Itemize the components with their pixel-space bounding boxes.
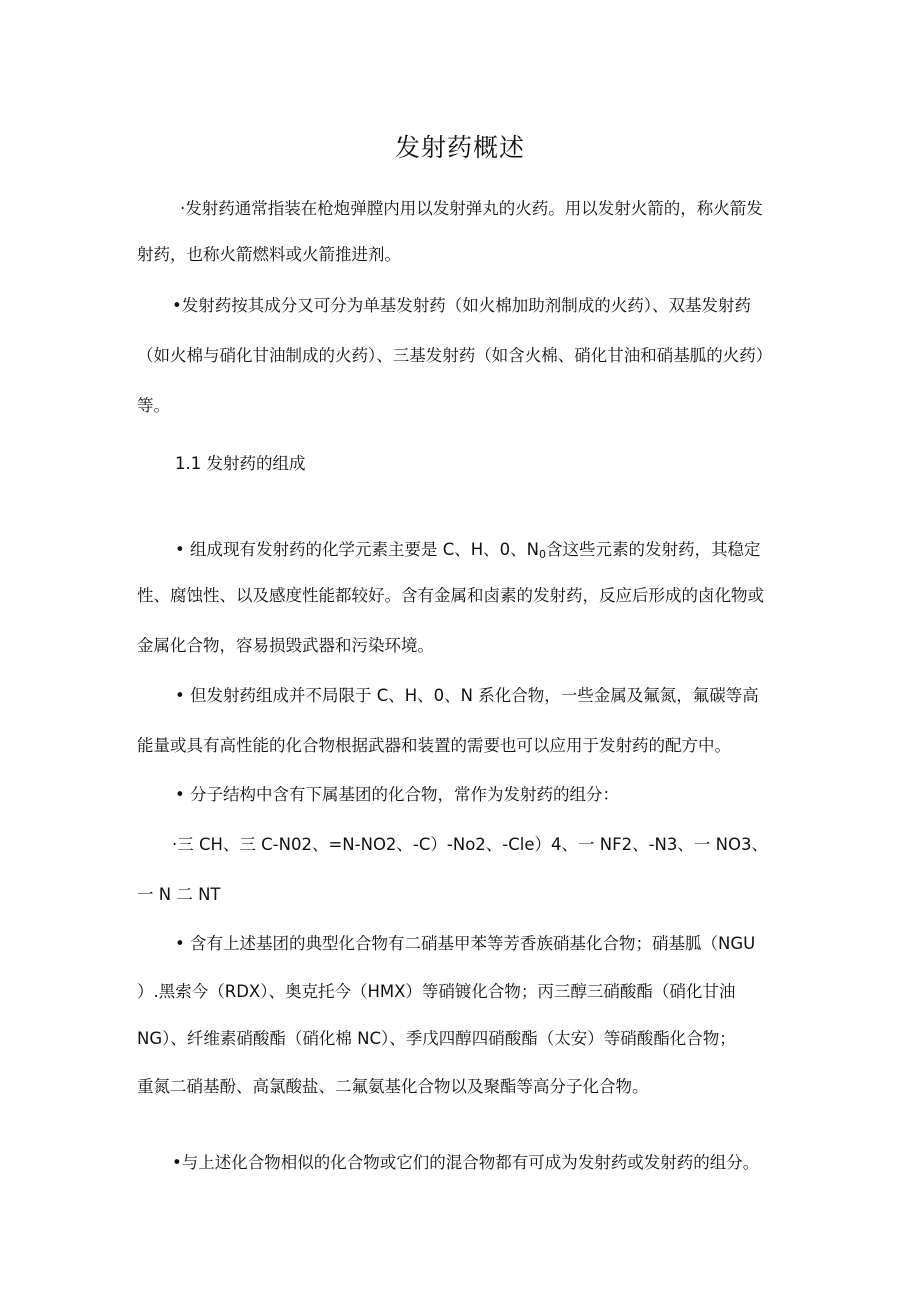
paragraph-line: 性、腐蚀性、以及感度性能都较好。含有金属和卤素的发射药，反应后形成的卤化物或	[137, 586, 764, 605]
paragraph-line: NG）、纤维素硝酸酯（硝化棉 NC）、季戊四醇四硝酸酯（太安）等硝酸酯化合物；	[137, 1029, 736, 1048]
paragraph-line: 重氮二硝基酚、高氯酸盐、二氟氨基化合物以及聚酯等高分子化合物。	[137, 1077, 649, 1096]
section-heading: 1.1 发射药的组成	[175, 454, 306, 473]
text-run: 含这些元素的发射药，其稳定	[546, 540, 761, 559]
text-run: • 组成现有发射药的化学元素主要是 C、H、0、N	[175, 540, 539, 559]
paragraph-7: •与上述化合物相似的化合物或它们的混合物都有可成为发射药或发射药的组分。	[172, 1153, 760, 1172]
subscript: 0	[539, 548, 546, 561]
paragraph-line: 等。	[137, 396, 170, 415]
paragraph-line: ）.黑索今（RDX）、奥克托今（HMX）等硝镀化合物；丙三醇三硝酸酯（硝化甘油	[137, 982, 736, 1001]
formula-line: 一 N 二 NT	[137, 885, 221, 904]
paragraph-5: • 分子结构中含有下属基团的化合物，常作为发射药的组分：	[175, 785, 619, 804]
paragraph-line: •发射药按其成分又可分为单基发射药（如火棉加助剂制成的火药）、双基发射药	[172, 296, 751, 315]
paragraph-line: • 但发射药组成并不局限于 C、H、0、N 系化合物，一些金属及氟氮，氟碳等高	[175, 686, 759, 705]
formula-line: ·三 CH、三 C-N02、=N-NO2、-C）-No2、-Cle）4、一 NF2、-N3、一 NO3、	[172, 835, 768, 854]
page-title: 发射药概述	[394, 133, 525, 162]
paragraph-line: （如火棉与硝化甘油制成的火药）、三基发射药（如含火棉、硝化甘油和硝基胍的火药）	[137, 346, 773, 365]
paragraph-line: • 含有上述基团的典型化合物有二硝基甲苯等芳香族硝基化合物；硝基胍（NGU	[175, 934, 756, 953]
paragraph-line: ·发射药通常指装在枪炮弹膛内用以发射弹丸的火药。用以发射火箭的，称火箭发	[180, 199, 763, 218]
paragraph-line	[175, 538, 761, 567]
paragraph-line: 金属化合物，容易损毁武器和污染环境。	[137, 636, 434, 655]
paragraph-line: 射药，也称火箭燃料或火箭推进剂。	[137, 245, 401, 264]
paragraph-line: 能量或具有高性能的化合物根据武器和装置的需要也可以应用于发射药的配方中。	[137, 736, 731, 755]
